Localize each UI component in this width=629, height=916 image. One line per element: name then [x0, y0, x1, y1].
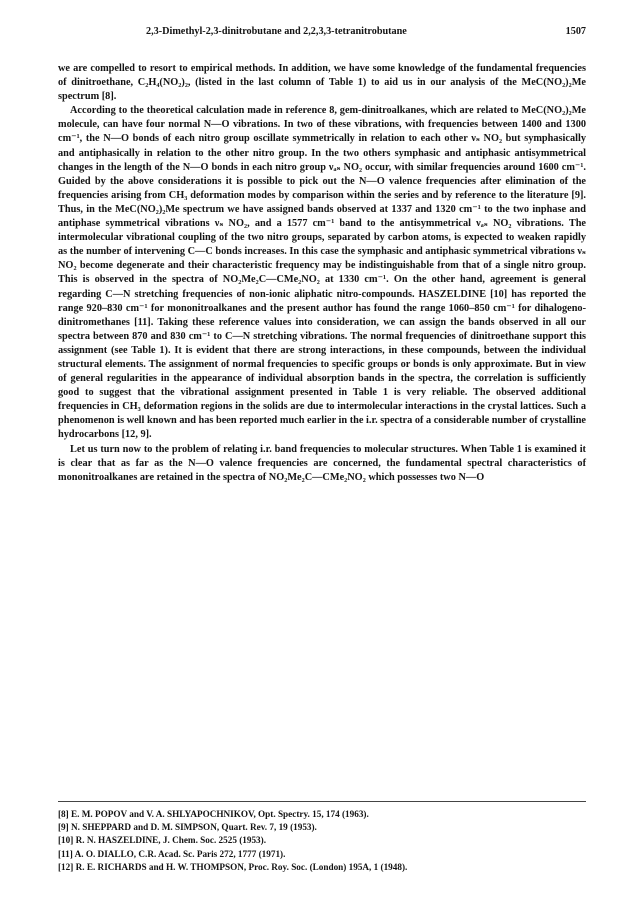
article-body — [58, 62, 586, 485]
running-title: 2,3-Dimethyl-2,3-dinitrobutane and 2,2,3,3-tetranitrobutane — [146, 26, 407, 37]
reference-9: [9] N. SHEPPARD and D. M. SIMPSON, Quart. Rev. 7, 19 (1953). — [58, 822, 317, 833]
paragraph-continuation: we are compelled to resort to empirical methods. In addition, we have some knowledge of the fundamental frequencies of dinitroethane, C₂H₄(NO₂)₂, (listed in the last column of Table 1) to aid us in our analysis of the MeC(NO₂)₂Me spectrum [8]. — [58, 63, 586, 103]
reference-12: [12] R. E. RICHARDS and H. W. THOMPSON, Proc. Roy. Soc. (London) 195A, 1 (1948). — [58, 861, 408, 872]
reference-8: [8] E. M. POPOV and V. A. SHLYAPOCHNIKOV, Opt. Spectry. 15, 174 (1963). — [58, 809, 369, 819]
reference-10: [10] R. N. HASZELDINE, J. Chem. Soc. 2525 (1953). — [58, 835, 266, 846]
paragraph-structure-relation: Let us turn now to the problem of relating i.r. band frequencies to molecular structures. When Table 1 is examined it is clear that as far as the N—O valence frequencies are concerned, the fundamental spectral characteristics of mononitroalkanes are retained in the spectra of NO₂Me₂C—CMe₂NO₂ which possesses two N—O — [58, 443, 586, 483]
reference-11: [11] A. O. DIALLO, C.R. Acad. Sc. Paris 272, 1777 (1971). — [58, 848, 286, 859]
paragraph-vibrational-assignment: According to the theoretical calculation made in reference 8, gem-dinitroalkanes, which are related to MeC(NO₂)₂Me molecule, can have four normal N—O vibrations. In two of these vibrations, with frequencies between 1400 and 1300 cm⁻¹, the N—O bonds of each nitro group oscillate symmetrically in relation to each other νₛ NO₂ but symphasically and antiphasically in relation to the other nitro group. In the two others symphasic and antiphasic antisymmetrical changes in the length of the N—O bonds in each nitro group νₐₛ NO₂ occur, with similar frequencies around 1600 cm⁻¹. Guided by the above considerations it is possible to pick out the N—O valence frequencies after elimination of the frequencies arising from CH₃ deformation modes by comparison within the series and by reference to the literature [9]. Thus, in the MeC(NO₂)₂Me spectrum we have assigned bands observed at 1337 and 1320 cm⁻¹ to the two inphase and antiphase symmetrical vibrations νₛ NO₂, and a 1577 cm⁻¹ band to the antisymmetrical νₐₛ NO₂ vibrations. The intermolecular vibrational coupling of the two nitro groups, separated by carbon atoms, is expected to weaken rapidly as the number of intervening C—C bonds increases. In this case the symphasic and antiphasic symmetrical vibrations νₛ NO₂ become degenerate and their characteristic frequency may be indistinguishable from that of a single nitro group. This is observed in the spectra of NO₂Me₂C—CMe₂NO₂ at 1330 cm⁻¹. On the other hand, agreement is general regarding C—N stretching frequencies of non-ionic aliphatic nitro-compounds. HASZELDINE [10] has reported the range 920–830 cm⁻¹ for mononitroalkanes and the present author has found the range 1060–850 cm⁻¹ for dihalogeno-dinitromethanes [11]. Taking these reference values into consideration, we can assign the bands observed in all our spectra between 870 and 830 cm⁻¹ to C—N stretching vibrations. The normal frequencies of dinitroethane support this assignment (see Table 1). It is evident that there are strong interactions, in these compounds, between the individual structural elements. The assignment of normal frequencies to specific groups or bonds is only approximate. But in view of general regularities in the appearance of individual absorption bands in the spectra, the correlation is sufficiently good to suggest that the vibrational assignment presented in Table 1 is very reliable. The observed additional frequencies in CH₃ deformation regions in the solids are due to intermolecular interactions in the crystal lattices. Such a phenomenon is well known and has been reported much earlier in the i.r. spectra of a considerable number of crystalline hydrocarbons [12, 9]. — [58, 105, 586, 441]
footnote-references — [58, 801, 586, 874]
page-number: 1507 — [565, 26, 586, 37]
running-header — [58, 26, 586, 42]
